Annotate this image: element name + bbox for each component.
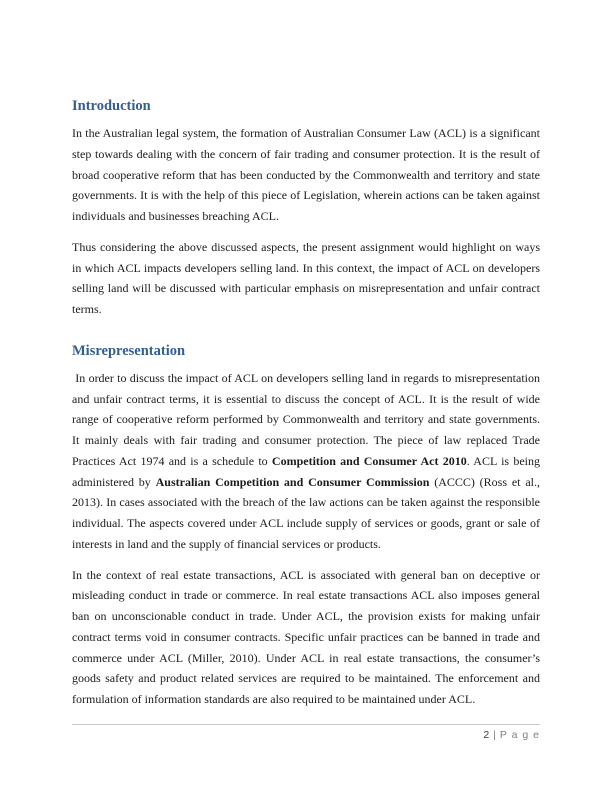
page-label: P a g e xyxy=(499,729,540,741)
document-content xyxy=(72,75,540,720)
section-heading: Misrepresentation xyxy=(72,342,186,359)
page-number-separator: | xyxy=(493,729,496,741)
text-run: . ACL is being administered by xyxy=(72,453,540,489)
section-heading: Introduction xyxy=(72,98,151,114)
text-run: Thus considering the above discussed aspects, the present assignment would highlight on ways in which ACL impacts developers selling land. In this context, the impact of ACL on developers selling land will be discussed with particular emphasis on misrepresentation and unfair contract terms. xyxy=(72,239,540,316)
paragraph xyxy=(72,368,540,555)
text-run: In the Australian legal system, the formation of Australian Consumer Law (ACL) is a significant step towards dealing with the concern of fair trading and consumer protection. It is the result of broad cooperative reform that has been conducted by the Commonwealth and territory and state governments. It is with the help of this piece of Legislation, wherein actions can be taken against individuals and businesses breaching ACL. xyxy=(72,126,540,223)
page-number: 2 xyxy=(483,729,490,741)
page-footer xyxy=(72,724,540,741)
text-run: In the context of real estate transactions, ACL is associated with general ban on deceptive or misleading conduct in trade or commerce. In real estate transactions ACL also imposes general ban on unconscionable conduct in trade. Under ACL, the provision exists for making unfair contract terms void in consumer contracts. Specific unfair practices can be banned in trade and commerce under ACL (Miller, 2010). Under ACL in real estate transactions, the consumer’s goods safety and product related services are required to be maintained. The enforcement and formulation of information standards are also required to be maintained under ACL. xyxy=(72,567,540,706)
text-run: In order to discuss the impact of ACL on developers selling land in regards to misrepresentation and unfair contract terms, it is essential to discuss the concept of ACL. It is the result of wide range of cooperative reform performed by Commonwealth and territory and state governments. It mainly deals with fair trading and consumer protection. The piece of law replaced Trade Practices Act 1974 and is a schedule to xyxy=(72,370,540,468)
text-run: (ACCC) (Ross et al., 2013). In cases associated with the breach of the law actions can be taken against the responsible individual. The aspects covered under ACL include supply of services or goods, grant or sale of interests in land and the supply of financial services or products. xyxy=(72,474,540,551)
paragraph xyxy=(72,237,540,320)
paragraph xyxy=(72,565,540,710)
paragraph xyxy=(72,123,540,227)
page-number-line xyxy=(72,725,540,741)
bold-text-run: Competition and Consumer Act 2010 xyxy=(271,453,467,468)
bold-text-run: Australian Competition and Consumer Commission xyxy=(155,474,430,489)
